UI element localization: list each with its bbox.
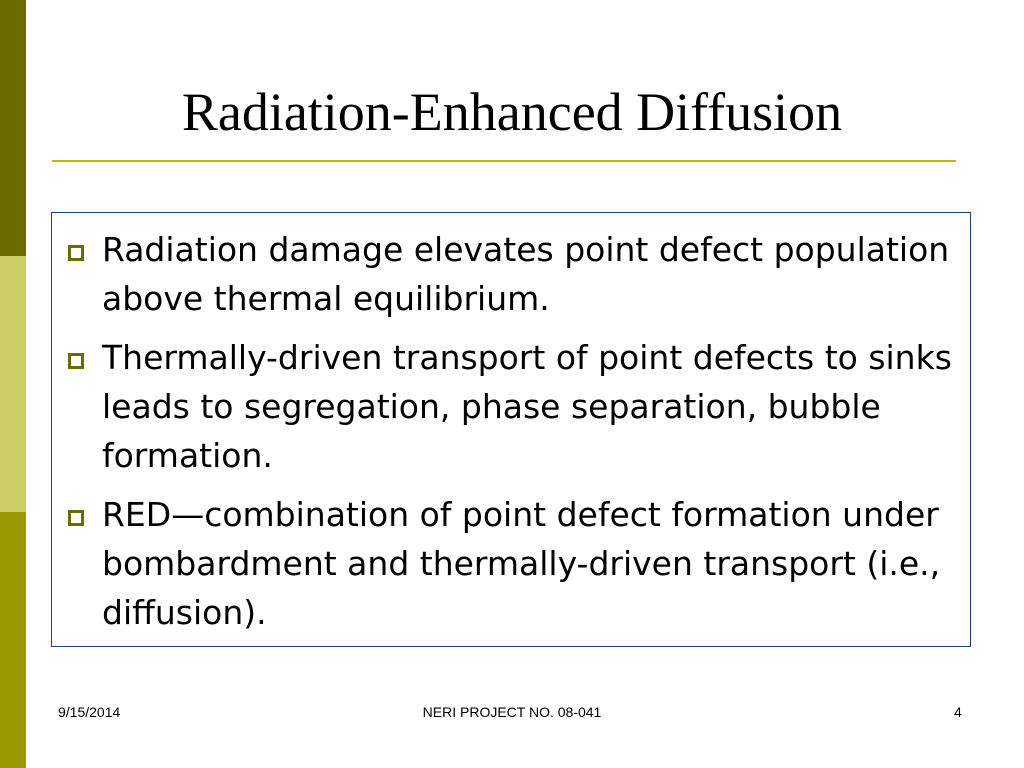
bullet-list xyxy=(66,225,956,647)
hollow-square-bullet-icon xyxy=(68,353,84,369)
hollow-square-bullet-icon xyxy=(68,245,84,261)
side-accent-bar xyxy=(0,0,26,768)
side-bar-segment-mid xyxy=(0,512,26,768)
bullet-item xyxy=(66,490,956,637)
slide-title: Radiation-Enhanced Diffusion xyxy=(181,82,843,142)
bullet-text: Radiation damage elevates point defect population above thermal equilibrium. xyxy=(102,230,950,318)
content-box xyxy=(51,212,971,647)
side-bar-segment-light xyxy=(0,256,26,512)
bullet-text: Thermally-driven transport of point defects to sinks leads to segregation, phase separation, bubble formation. xyxy=(102,338,952,475)
footer-project-number: NERI PROJECT NO. 08-041 xyxy=(422,704,602,720)
bullet-text: RED—combination of point defect formation under bombardment and thermally-driven transport (i.e., diffusion). xyxy=(102,495,941,632)
footer-date: 9/15/2014 xyxy=(58,704,121,720)
side-bar-segment-dark xyxy=(0,0,26,256)
bullet-item xyxy=(66,225,956,323)
hollow-square-bullet-icon xyxy=(68,510,84,526)
footer-page-number: 4 xyxy=(954,704,962,720)
title-divider xyxy=(52,160,956,162)
bullet-item xyxy=(66,333,956,480)
